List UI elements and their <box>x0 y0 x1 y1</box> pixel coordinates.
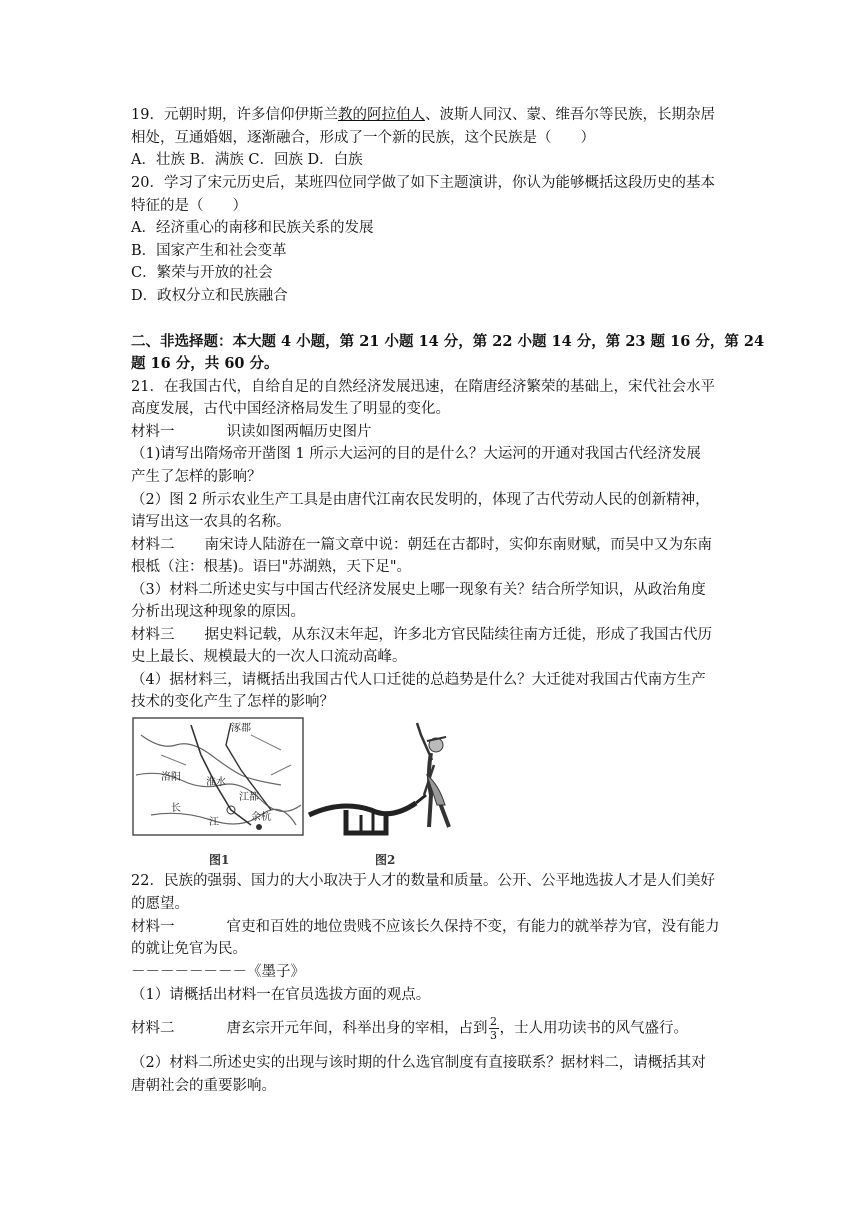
plough-handle <box>416 795 426 803</box>
q21-intro-line2: 高度发展，古代中国经济格局发生了明显的变化。 <box>131 401 450 417</box>
q22-sub2-line2: 唐朝社会的重要影响。 <box>131 1078 276 1094</box>
q21-material3-line1 <box>131 624 712 646</box>
q19-line2: 相处，互通婚姻，逐渐融合，形成了一个新的民族，这个民族是（ ） <box>131 130 595 146</box>
q22-sub2-line1: （2）材料二所述史实的出现与该时期的什么选官制度有直接联系？据材料二，请概括其对 <box>131 1055 706 1071</box>
q21-sub2-line1: （2）图 2 所示农业生产工具是由唐代江南农民发明的，体现了古代劳动人民的创新精神， <box>131 492 710 508</box>
map-label: 余杭 <box>251 812 271 823</box>
q19-underlined-text: 教的阿拉伯人 <box>337 107 425 123</box>
map-label: 长 <box>171 803 181 814</box>
q21-sub2-line2: 请写出这一农具的名称。 <box>131 514 291 530</box>
q20-line2: 特征的是（ ） <box>131 198 247 214</box>
material-text: 官吏和百姓的地位贵贱不应该长久保持不变，有能力的就举荐为官，没有能力 <box>226 919 720 935</box>
map-label: 涿郡 <box>231 723 251 734</box>
map-label: 洛阳 <box>161 772 181 783</box>
plough-beam <box>309 803 416 815</box>
q22-material2 <box>131 1016 688 1041</box>
q21-figures <box>131 715 471 865</box>
city-marker <box>256 824 262 830</box>
plough-body <box>361 813 373 833</box>
material-text: 识读如图两幅历史图片 <box>226 424 372 440</box>
material-text: ，士人用功读书的风气盛行。 <box>499 1020 688 1037</box>
q20-option-d: D．政权分立和民族融合 <box>131 288 288 304</box>
q21-figures-svg <box>131 715 471 865</box>
q21-intro-line1: 21．在我国古代，自给自足的自然经济发展迅速，在隋唐经济繁荣的基础上，宋代社会水平 <box>131 379 715 395</box>
q21-sub4-line1: （4）据材料三，请概括出我国古代人口迁徙的总趋势是什么？大迁徙对我国古代南方生产 <box>131 672 706 688</box>
q19-options: A．壮族 B．满族 C．回族 D．白族 <box>131 152 363 168</box>
fraction <box>489 1016 499 1041</box>
q21-sub1-line2: 产生了怎样的影响？ <box>131 469 262 485</box>
material-text: 唐玄宗开元年间，科举出身的宰相，占到 <box>226 1020 488 1037</box>
q22-material1-line2: 的就让免官为民。 <box>131 941 247 957</box>
q22-material1-source: －－－－－－－－《墨子》 <box>131 964 305 980</box>
material-label: 材料二 <box>131 1020 175 1037</box>
material-text: 南宋诗人陆游在一篇文章中说：朝廷在古都时，实仰东南财赋，而吴中又为东南 <box>204 537 712 553</box>
map-label: 江 <box>209 817 219 828</box>
q22-intro-line2: 的愿望。 <box>131 896 189 912</box>
q22-material1-line1 <box>131 916 720 938</box>
map-label: 江都 <box>239 792 259 803</box>
figure2-caption: 图2 <box>375 853 396 867</box>
q21-sub4-line2: 技术的变化产生了怎样的影响？ <box>131 694 334 710</box>
q21-sub1-line1: （1)请写出隋炀帝开凿图 1 所示大运河的目的是什么？大运河的开通对我国古代经济发展 <box>131 446 701 462</box>
q21-material1 <box>131 421 372 443</box>
material-label: 材料三 <box>131 627 175 643</box>
q20-option-b: B．国家产生和社会变革 <box>131 243 287 259</box>
q22-sub1: （1）请概括出材料一在官员选拔方面的观点。 <box>131 987 431 1003</box>
section2-heading-line2: 题 16 分，共 60 分。 <box>131 355 279 372</box>
q20-option-a: A．经济重心的南移和民族关系的发展 <box>131 220 374 236</box>
q20-line1: 20．学习了宋元历史后，某班四位同学做了如下主题演讲，你认为能够概括这段历史的基本 <box>131 175 715 191</box>
q19-text-pre: 19．元朝时期，许多信仰伊斯兰 <box>131 107 338 123</box>
section2-heading-line1: 二、非选择题：本大题 4 小题，第 21 小题 14 分，第 22 小题 14 分，第 23 题 16 分，第 24 <box>131 333 765 350</box>
material-label: 材料一 <box>131 919 175 935</box>
curved-plough-illustration <box>309 723 449 833</box>
q21-sub3-line1: （3）材料二所述史实与中国古代经济发展史上哪一现象有关？结合所学知识，从政治角度 <box>131 582 706 598</box>
material-label: 材料二 <box>131 537 175 553</box>
map-label: 淮水 <box>206 777 226 788</box>
figure1-caption: 图1 <box>209 853 230 867</box>
grand-canal-map <box>133 718 303 835</box>
q22-intro-line1: 22．民族的强弱、国力的大小取决于人才的数量和质量。公开、公平地选拔人才是人们美好 <box>131 873 715 889</box>
material-text: 据史料记载，从东汉末年起，许多北方官民陆续往南方迁徙，形成了我国古代历 <box>204 627 712 643</box>
q21-material3-line2: 史上最长、规模最大的一次人口流动高峰。 <box>131 649 407 665</box>
q19-text-post: 、波斯人同汉、蒙、维吾尔等民族，长期杂居 <box>424 107 715 123</box>
material-label: 材料一 <box>131 424 175 440</box>
q21-material2-line2: 根柢（注：根基)。语曰"苏湖熟，天下足"。 <box>131 559 411 575</box>
q21-material2-line1 <box>131 534 712 556</box>
q21-sub3-line2: 分析出现这种现象的原因。 <box>131 604 305 620</box>
fraction-numerator: 2 <box>490 1015 497 1028</box>
q19-line1 <box>131 104 715 126</box>
q20-option-c: C．繁荣与开放的社会 <box>131 265 273 281</box>
fraction-denominator: 3 <box>490 1029 497 1042</box>
